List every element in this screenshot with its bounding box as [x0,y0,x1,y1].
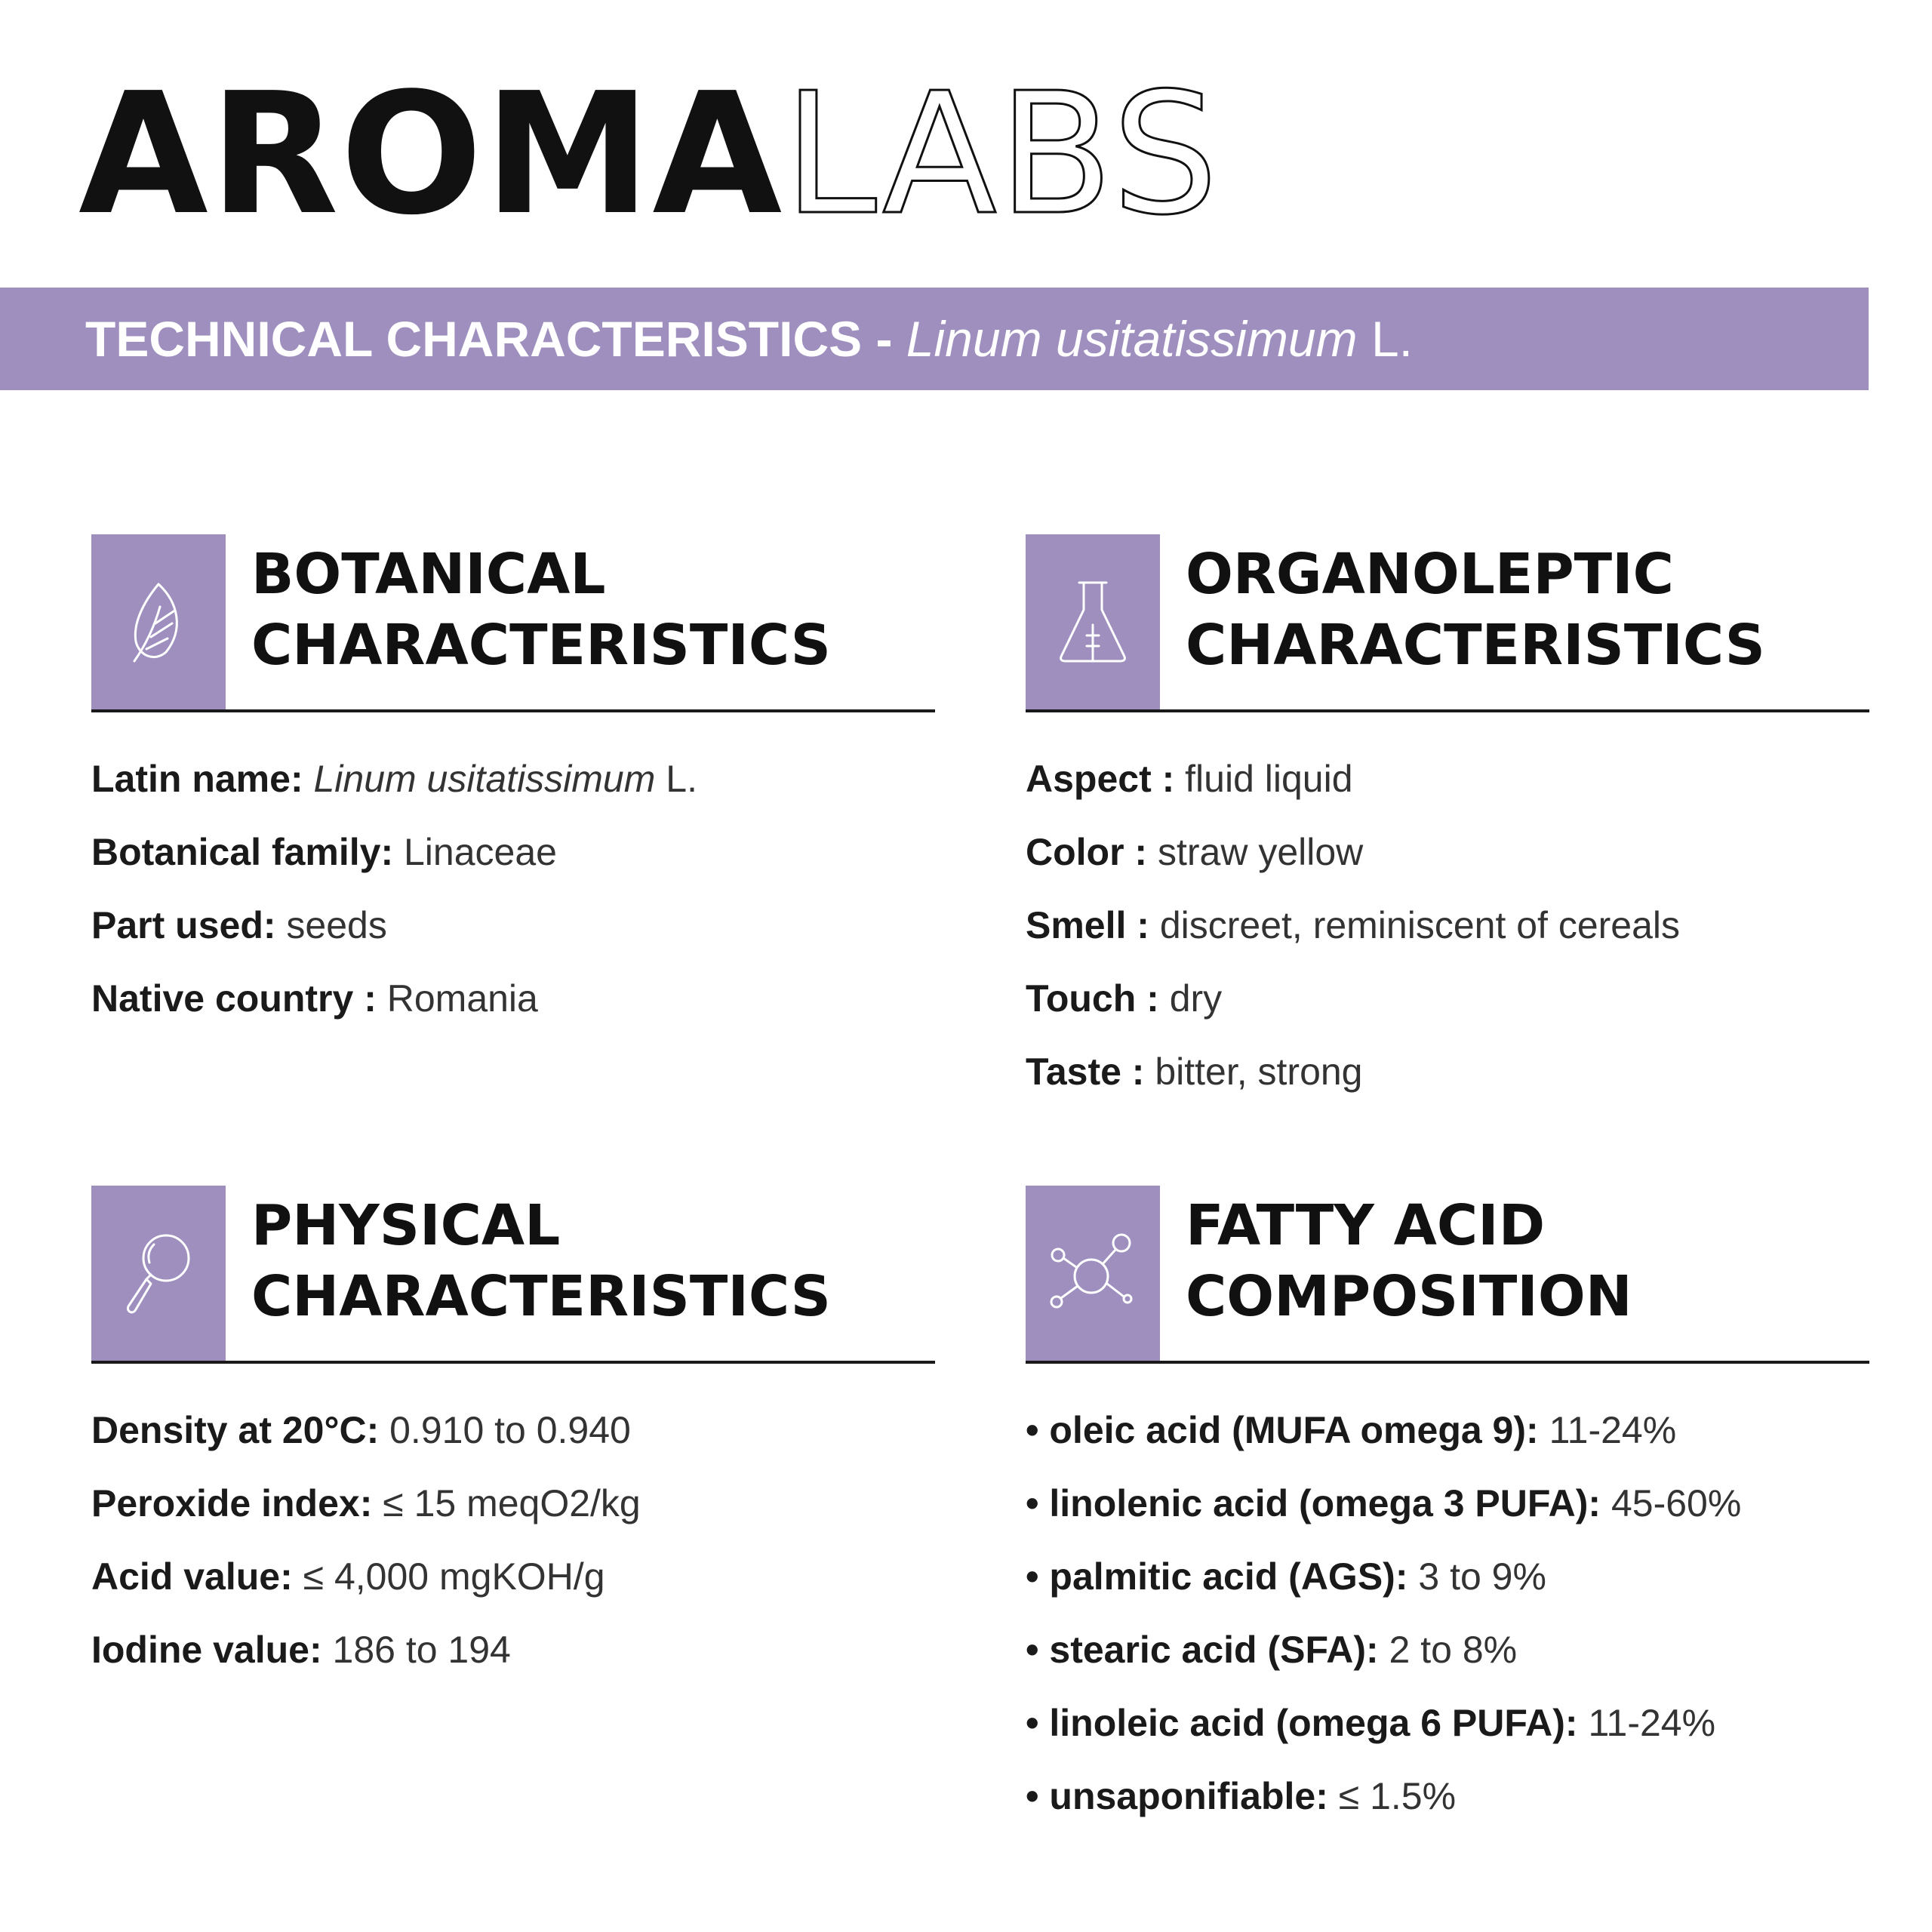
row-label: • unsaponifiable: [1026,1775,1328,1817]
flask-icon [1026,534,1160,709]
organoleptic-row [1026,889,1869,962]
row-label: Iodine value: [91,1629,322,1671]
botanical-row [91,889,935,962]
physical-header [91,1186,935,1364]
banner-title-suffix: L. [1357,311,1414,367]
fatty-acid-row [1026,1467,1869,1540]
botanical-row-latin [91,743,935,816]
fatty-acid-title [1186,1190,1632,1332]
row-label: • linolenic acid (omega 3 PUFA): [1026,1482,1601,1524]
logo-labs: LABS [783,57,1220,252]
row-value: dry [1158,977,1223,1020]
organoleptic-row [1026,816,1869,889]
row-label: Touch : [1026,977,1159,1020]
organoleptic-title-line-1: ORGANOLEPTIC [1186,542,1674,607]
physical-section [91,1186,935,1687]
physical-list [91,1364,935,1687]
row-value: 45-60% [1601,1482,1742,1524]
botanical-title [251,539,831,681]
organoleptic-section [1026,534,1869,1109]
row-label: Botanical family: [91,831,394,873]
fatty-acid-row [1026,1394,1869,1467]
row-value: ≤ 15 meqO2/kg [372,1482,641,1524]
row-value: 0.910 to 0.940 [379,1409,631,1451]
magnifier-icon [91,1186,226,1361]
botanical-header [91,534,935,712]
botanical-title-line-1: BOTANICAL [251,542,606,607]
fatty-acid-section [1026,1186,1869,1833]
molecule-icon [1026,1186,1160,1361]
fatty-acid-title-line-2: COMPOSITION [1186,1264,1632,1329]
row-value: ≤ 4,000 mgKOH/g [292,1555,605,1598]
row-label: Aspect : [1026,758,1175,800]
row-value: 186 to 194 [321,1629,511,1671]
physical-row [91,1614,935,1687]
organoleptic-row [1026,1035,1869,1109]
botanical-row [91,816,935,889]
organoleptic-title-line-2: CHARACTERISTICS [1186,613,1765,678]
botanical-list [91,712,935,1035]
leaf-icon [91,534,226,709]
row-value-italic: Linum usitatissimum [303,758,656,800]
row-value: 11-24% [1538,1409,1677,1451]
row-label: Color : [1026,831,1148,873]
fatty-acid-row [1026,1540,1869,1614]
row-value: 2 to 8% [1378,1629,1518,1671]
row-value: straw yellow [1147,831,1364,873]
row-label: Smell : [1026,904,1149,946]
organoleptic-row [1026,743,1869,816]
fatty-acid-list [1026,1364,1869,1833]
logo-aroma: AROMA [78,57,784,252]
organoleptic-title [1186,539,1765,681]
row-label: • linoleic acid (omega 6 PUFA): [1026,1702,1578,1744]
banner-title-species: Linum usitatissimum [906,311,1358,367]
row-label: Native country : [91,977,377,1020]
row-label: • oleic acid (MUFA omega 9): [1026,1409,1539,1451]
row-value: ≤ 1.5% [1327,1775,1457,1817]
row-label: Latin name: [91,758,303,800]
organoleptic-list [1026,712,1869,1109]
row-value: discreet, reminiscent of cereals [1149,904,1681,946]
row-label: Density at 20°C: [91,1409,380,1451]
row-label: Peroxide index: [91,1482,373,1524]
row-value: Romania [376,977,538,1020]
fatty-acid-row [1026,1760,1869,1833]
row-label: Part used: [91,904,276,946]
botanical-section [91,534,935,1035]
row-value: 11-24% [1577,1702,1716,1744]
row-label: Taste : [1026,1051,1145,1093]
banner-title [85,288,1413,390]
physical-row [91,1540,935,1614]
physical-title-line-1: PHYSICAL [251,1193,561,1258]
aromalabs-logo [78,57,1220,252]
physical-row [91,1467,935,1540]
title-banner [0,288,1869,390]
row-value: bitter, strong [1144,1051,1363,1093]
banner-title-main: TECHNICAL CHARACTERISTICS - [85,311,906,367]
row-value: Linaceae [393,831,557,873]
organoleptic-header [1026,534,1869,712]
fatty-acid-title-line-1: FATTY ACID [1186,1193,1546,1258]
physical-title [251,1190,831,1332]
row-value: fluid liquid [1174,758,1353,800]
physical-row [91,1394,935,1467]
row-label: • palmitic acid (AGS): [1026,1555,1408,1598]
botanical-row [91,962,935,1035]
row-value: seeds [275,904,387,946]
organoleptic-row [1026,962,1869,1035]
botanical-title-line-2: CHARACTERISTICS [251,613,831,678]
row-label: Acid value: [91,1555,293,1598]
fatty-acid-row [1026,1614,1869,1687]
row-value: L. [655,758,697,800]
physical-title-line-2: CHARACTERISTICS [251,1264,831,1329]
row-label: • stearic acid (SFA): [1026,1629,1379,1671]
fatty-acid-row [1026,1687,1869,1760]
fatty-acid-header [1026,1186,1869,1364]
row-value: 3 to 9% [1407,1555,1546,1598]
